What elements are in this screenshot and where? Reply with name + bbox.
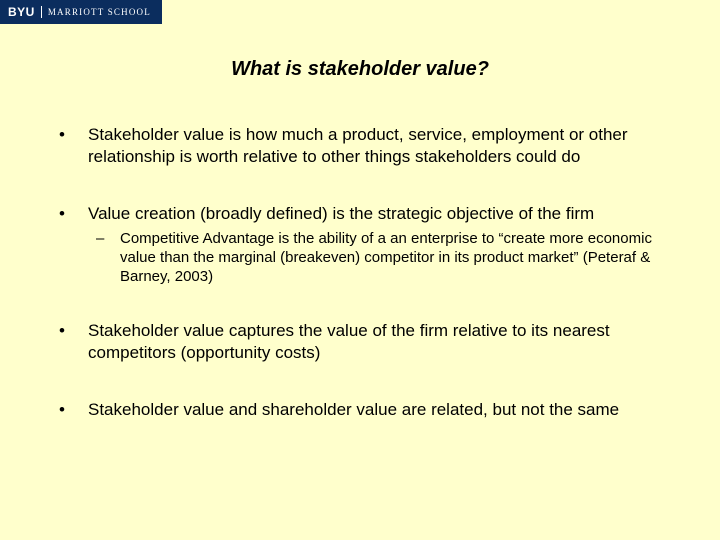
bullet-list xyxy=(0,124,720,421)
sub-bullet-text: Competitive Advantage is the ability of a an enterprise to “create more economic value than the marginal (breakeven) competitor in its product market” (Peteraf & Barney, 2003) xyxy=(120,230,652,285)
bullet-text: Stakeholder value captures the value of the firm relative to its nearest competitors (opportunity costs) xyxy=(88,321,610,362)
sub-bullet-marker: – xyxy=(96,230,105,247)
sub-bullet-item xyxy=(88,229,660,286)
bullet-text: Stakeholder value is how much a product, service, employment or other relationship is worth relative to other things stakeholders could do xyxy=(88,125,628,166)
bullet-item xyxy=(0,124,720,168)
school-logo xyxy=(0,0,162,24)
bullet-marker: • xyxy=(59,400,65,419)
logo-school-name: MARRIOTT SCHOOL xyxy=(47,7,151,17)
bullet-item xyxy=(0,399,720,421)
bullet-marker: • xyxy=(59,204,65,223)
logo-divider xyxy=(41,6,42,18)
bullet-text: Stakeholder value and shareholder value are related, but not the same xyxy=(88,400,620,419)
bullet-item xyxy=(0,203,720,286)
bullet-marker: • xyxy=(59,321,65,340)
bullet-text: Value creation (broadly defined) is the strategic objective of the firm xyxy=(88,204,595,223)
logo-brand: BYU xyxy=(8,5,35,19)
bullet-marker: • xyxy=(59,125,65,144)
bullet-item xyxy=(0,320,720,364)
slide-title: What is stakeholder value? xyxy=(231,58,489,80)
